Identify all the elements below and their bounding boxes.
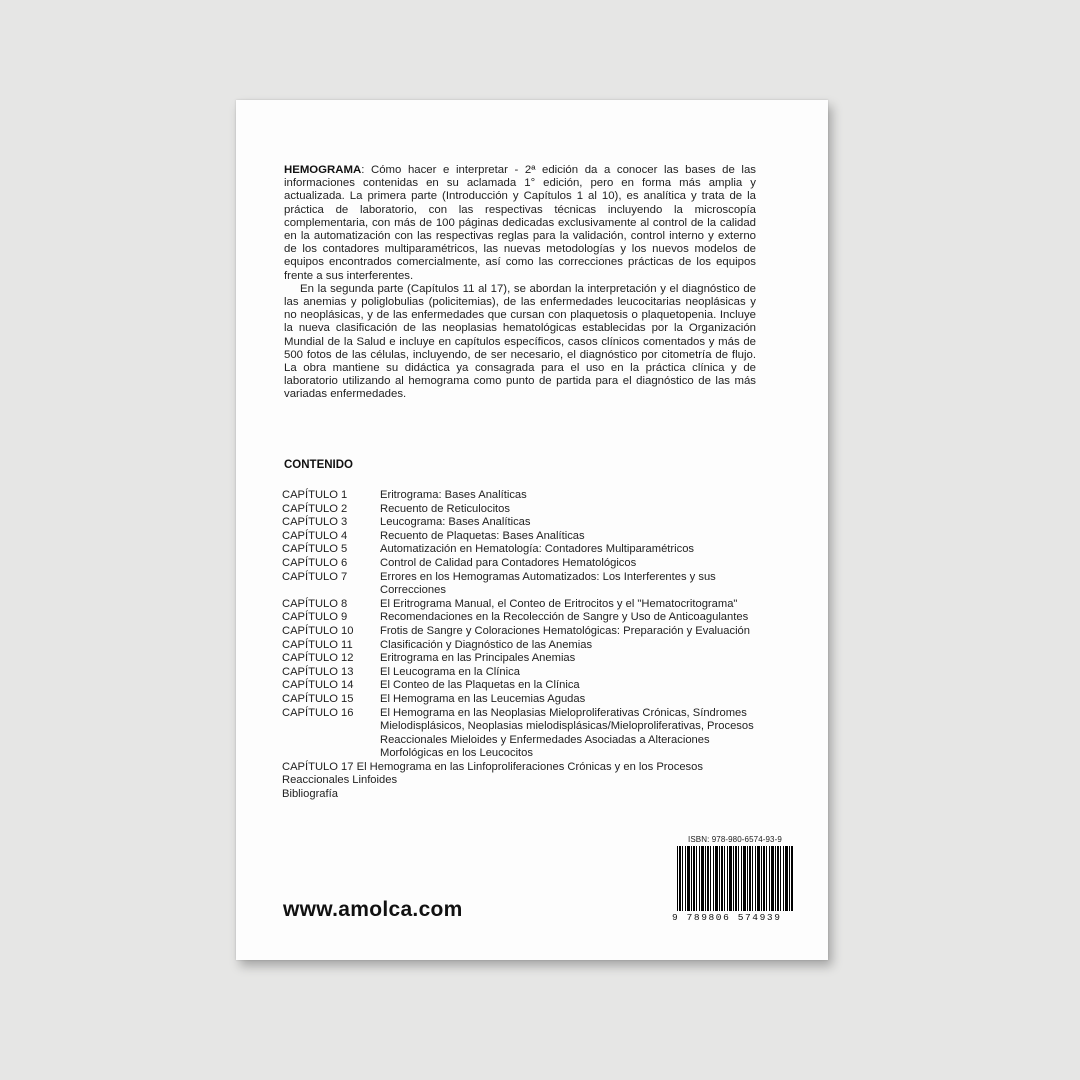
chapter-entry [282, 611, 762, 625]
chapter-entry [282, 639, 762, 653]
chapter-number: CAPÍTULO 3 [282, 516, 348, 529]
chapter-number: CAPÍTULO 15 [282, 692, 354, 705]
chapter-title: Leucograma: Bases Analíticas [380, 516, 531, 529]
book-back-cover [236, 100, 828, 960]
chapter-number: CAPÍTULO 10 [282, 624, 354, 637]
isbn-label: ISBN: 978-980-6574-93-9 [688, 835, 782, 844]
chapter-entry [282, 503, 762, 517]
chapter-entry [282, 557, 762, 571]
chapter-number: CAPÍTULO 2 [282, 502, 348, 515]
chapter-number: CAPÍTULO 12 [282, 652, 354, 665]
chapter-number: CAPÍTULO 4 [282, 529, 348, 542]
publisher-website: www.amolca.com [283, 898, 463, 921]
description-title-bold: HEMOGRAMA [284, 164, 362, 176]
chapter-number: CAPÍTULO 6 [282, 556, 348, 569]
chapter-entry [282, 489, 762, 503]
chapter-entry [282, 679, 762, 693]
bibliography-entry: Bibliografía [282, 788, 338, 801]
chapter-entry [282, 707, 762, 761]
chapter-title: Control de Calidad para Contadores Hematológicos [380, 556, 637, 569]
chapter-title: Recomendaciones en la Recolección de Sangre y Uso de Anticoagulantes [380, 611, 749, 624]
chapter-number: CAPÍTULO 8 [282, 597, 348, 610]
chapter-title: Automatización en Hematología: Contadores Multiparamétricos [380, 543, 695, 556]
barcode-number: 9 789806 574939 [672, 912, 782, 923]
chapter-title: Recuento de Plaquetas: Bases Analíticas [380, 529, 585, 542]
contents-heading: CONTENIDO [284, 459, 353, 471]
chapter-number: CAPÍTULO 7 [282, 570, 348, 583]
chapter-entry [282, 516, 762, 530]
description-paragraph-2: En la segunda parte (Capítulos 11 al 17), se abordan la interpretación y el diagnóstico de las anemias y poliglobulias (policitemias), de las enfermedades leucocitarias neoplásicas y no neoplásicas, y de las enfermedades que cursan con plaquetosis o plaquetopenia. Incluye la nueva clasificación de las neoplasias hematológicas establecidas por la Organización Mundial de la Salud e incluye en capítulos específicos, casos clínicos comentados y más de 500 fotos de las células, incluyendo, de ser necesario, el diagnóstico por citometría de flujo. La obra mantiene su didáctica ya consagrada para el uso en la práctica clínica y de laboratorio utilizando al hemograma como punto de partida para el diagnóstico de las más variadas enfermedades. [284, 282, 756, 401]
chapter-number: CAPÍTULO 11 [282, 638, 353, 651]
table-of-contents [282, 489, 762, 802]
chapter-entry [282, 530, 762, 544]
description-paragraph-1 [284, 164, 756, 283]
chapter-entry [282, 652, 762, 666]
barcode-image [677, 846, 794, 911]
chapter-title: El Hemograma en las Leucemias Agudas [380, 692, 586, 705]
chapter-entry [282, 625, 762, 639]
chapter-entry [282, 571, 762, 598]
chapter-title: El Conteo de las Plaquetas en la Clínica [380, 679, 580, 692]
chapter-number: CAPÍTULO 13 [282, 665, 354, 678]
chapter-title: El Leucograma en la Clínica [380, 665, 520, 678]
chapter-list [282, 489, 762, 761]
book-description [284, 164, 756, 402]
chapter-17-entry: CAPÍTULO 17 El Hemograma en las Linfoproliferaciones Crónicas y en los Procesos Reaccionales Linfoides [282, 760, 703, 787]
chapter-entry [282, 543, 762, 557]
chapter-entry [282, 666, 762, 680]
chapter-number: CAPÍTULO 1 [282, 489, 348, 501]
chapter-title: El Hemograma en las Neoplasias Mieloproliferativas Crónicas, Síndromes Mielodisplásicos, Neoplasias mielodisplásicas/Mieloproliferativas, Procesos Reaccionales Mieloides y Enfermedades Asociadas a Alteraciones Morfológicas en los Leucocitos [380, 706, 754, 760]
chapter-entry [282, 598, 762, 612]
chapter-title: Clasificación y Diagnóstico de las Anemias [380, 638, 593, 651]
description-text-1: : Cómo hacer e interpretar - 2ª edición da a conocer las bases de las informaciones contenidas en su aclamada 1° edición, pero en forma más amplia y actualizada. La primera parte (Introducción y Capítulos 1 al 10), es analítica y trata de la práctica de laboratorio, con las respectivas técnicas incluyendo la microscopía complementaria, con más de 100 páginas dedicadas exclusivamente al control de la calidad en la automatización con las respectivas reglas para la validación, control interno y externo de los contadores multiparamétricos, las nuevas metodologías y los nuevos modelos de equipos encontrados comercialmente, así como las correcciones prácticas de los equipos frente a sus interferentes. [284, 164, 756, 282]
chapter-title: Frotis de Sangre y Coloraciones Hematológicas: Preparación y Evaluación [380, 624, 750, 637]
chapter-number: CAPÍTULO 9 [282, 611, 348, 624]
chapter-title: Eritrograma en las Principales Anemias [380, 652, 576, 665]
chapter-title: Errores en los Hemogramas Automatizados: Los Interferentes y sus Correcciones [380, 570, 716, 597]
chapter-number: CAPÍTULO 14 [282, 679, 354, 692]
chapter-title: Recuento de Reticulocitos [380, 502, 510, 515]
chapter-entry [282, 693, 762, 707]
chapter-number: CAPÍTULO 16 [282, 706, 354, 719]
chapter-number: CAPÍTULO 5 [282, 543, 348, 556]
chapter-title: El Eritrograma Manual, el Conteo de Eritrocitos y el "Hematocritograma" [380, 597, 738, 610]
chapter-title: Eritrograma: Bases Analíticas [380, 489, 527, 501]
